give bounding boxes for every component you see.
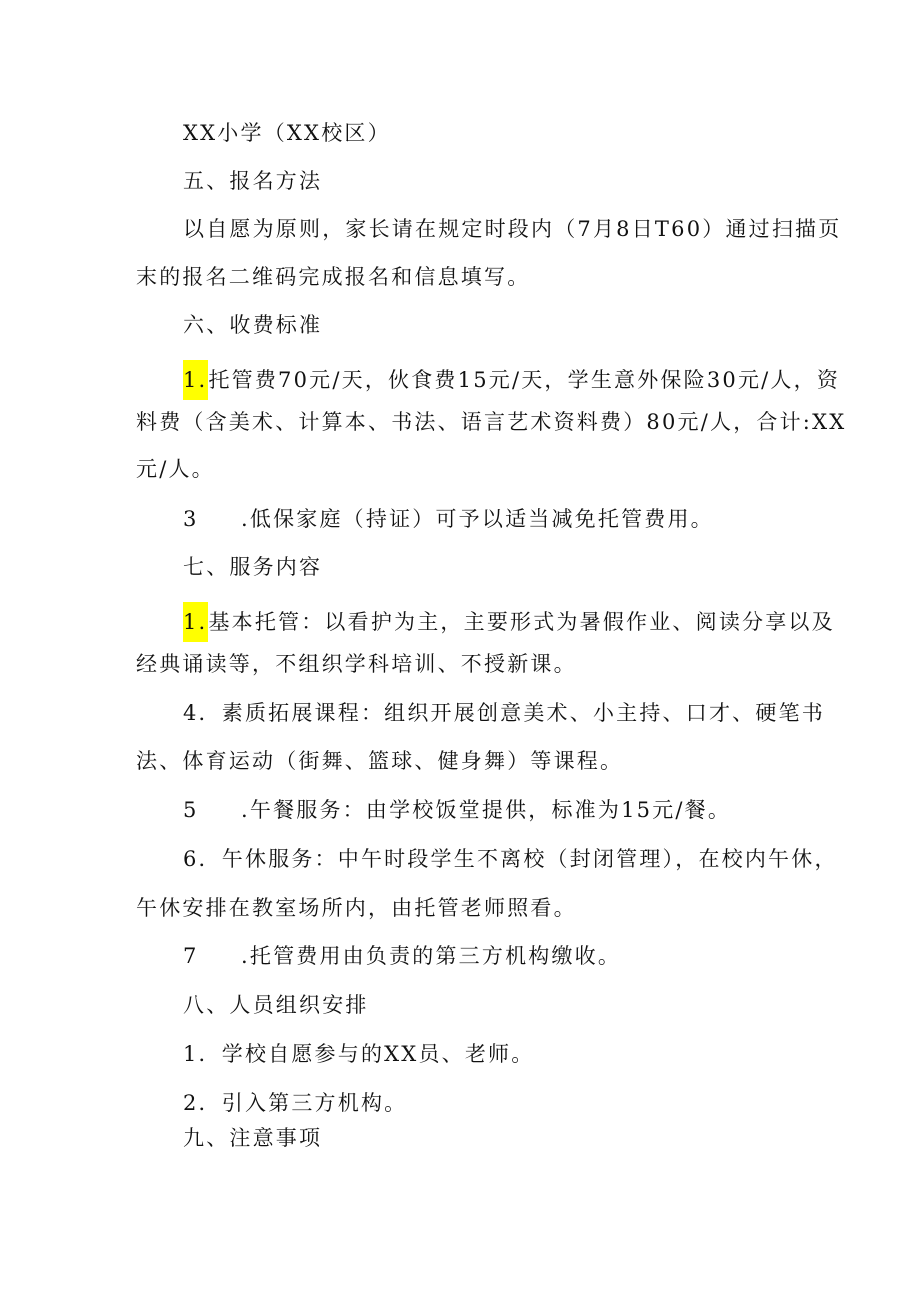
highlighted-item-number: 1. [183,602,208,642]
service-item-7 [183,943,621,969]
fee-item-1 [183,360,840,400]
paragraph-line: 元/人。 [136,457,215,481]
paragraph-line: 以自愿为原则，家长请在规定时段内（7月8日T60）通过扫描页 [183,217,842,241]
paragraph-line: 料费（含美术、计算本、书法、语言艺术资料费）80元/人，合计:XX [136,410,847,434]
paragraph-line: 法、体育运动（街舞、篮球、健身舞）等课程。 [136,749,624,773]
service-item-1 [183,602,835,642]
section-5-heading: 五、报名方法 [183,169,323,193]
staff-item-1: 1．学校自愿参与的XX员、老师。 [183,1042,535,1066]
service-item-6: 6．午休服务：中午时段学生不离校（封闭管理），在校内午休， [183,847,838,871]
item-number: 7 [183,944,199,968]
service-item-5 [183,797,731,823]
item-text: 托管费70元/天，伙食费15元/天，学生意外保险30元/人，资 [208,368,841,392]
item-number: 5 [183,798,199,822]
section-7-heading: 七、服务内容 [183,555,323,579]
item-text: 基本托管：以看护为主，主要形式为暑假作业、阅读分享以及 [208,610,835,634]
paragraph-line: 经典诵读等，不组织学科培训、不授新课。 [136,652,577,676]
paragraph-line: 午休安排在教室场所内，由托管老师照看。 [136,896,577,920]
service-item-4: 4．素质拓展课程：组织开展创意美术、小主持、口才、硬笔书 [183,701,825,725]
item-number: 3 [183,507,199,531]
section-9-heading: 九、注意事项 [183,1126,323,1150]
item-text: .午餐服务：由学校饭堂提供，标准为15元/餐。 [241,798,732,822]
section-8-heading: 八、人员组织安排 [183,993,369,1017]
school-name-line: XX小学（XX校区） [183,121,391,145]
paragraph-line: 末的报名二维码完成报名和信息填写。 [136,265,531,289]
item-text: .低保家庭（持证）可予以适当减免托管费用。 [241,507,714,531]
staff-item-2: 2．引入第三方机构。 [183,1091,408,1115]
fee-item-3 [183,506,714,532]
highlighted-item-number: 1. [183,360,208,400]
section-6-heading: 六、收费标准 [183,313,323,337]
item-text: .托管费用由负责的第三方机构缴收。 [241,944,622,968]
